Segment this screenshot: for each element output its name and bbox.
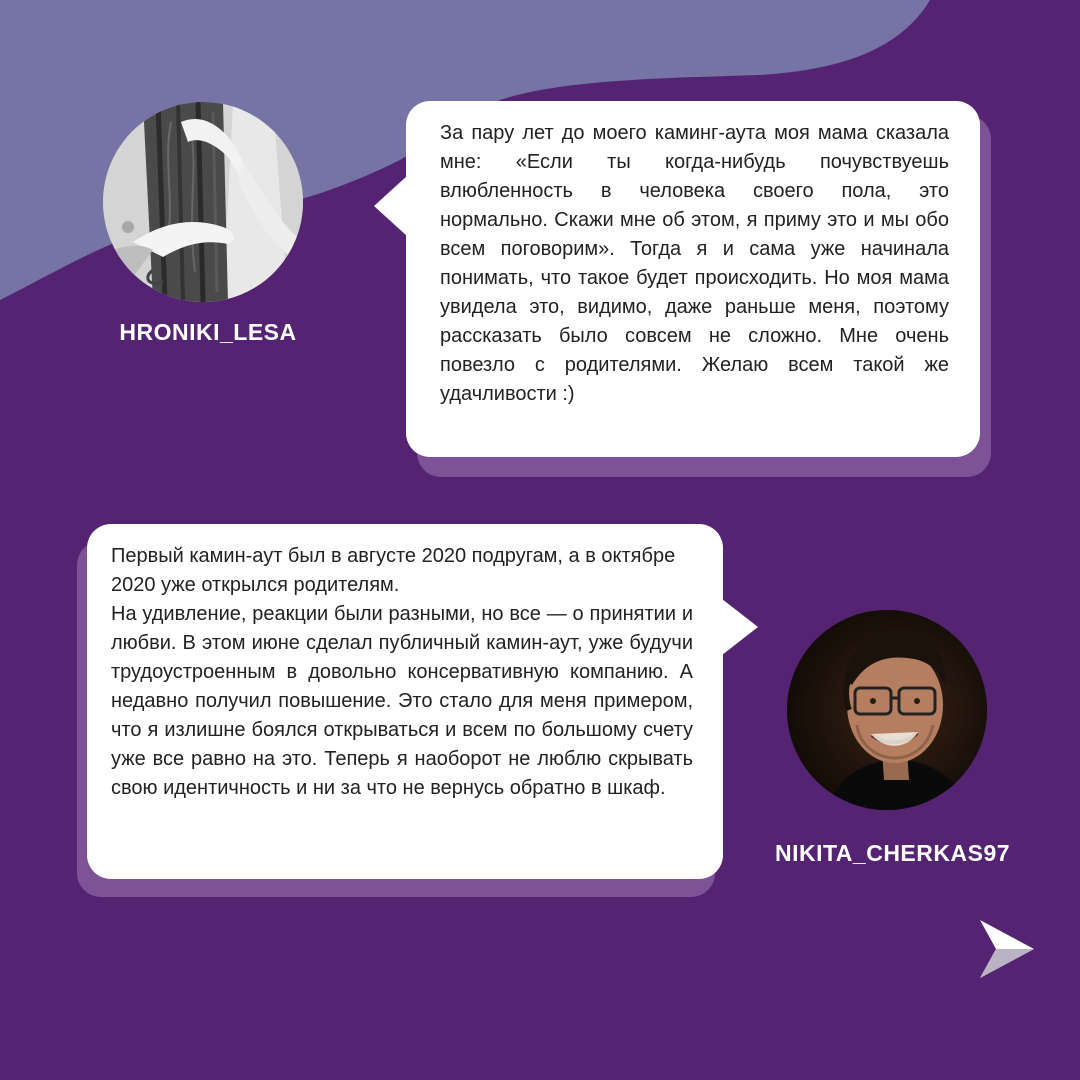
testimonial-paragraph: На удивление, реакции были разными, но все — о принятии и любви. В этом июне сделал публичный камин-аут, уже будучи трудоустроенным в довольно консервативную компанию. А недавно получил повышение. Это стало для меня примером, что я излишне боялся открываться и всем по большому счету уже все равно на это. Теперь я наоборот не люблю скрывать свою идентичность и ни за что не вернусь обратно в шкаф. [111, 603, 693, 799]
testimonial-text: За пару лет до моего каминг-аута моя мама сказала мне: «Если ты когда-нибудь почувствуешь влюбленность в человека своего пола, это нормально. Скажи мне об этом, я приму это и мы обо всем поговорим». Тогда я и сама уже начинала понимать, что такое будет происходить. Но моя мама увидела это, видимо, даже раньше меня, поэтому рассказать было совсем не сложно. Мне очень повезло с родителями. Желаю всем такой же удачливости :) [440, 122, 949, 405]
avatar-nikita-cherkas97 [787, 610, 987, 810]
avatar-hroniki-lesa [103, 102, 303, 302]
bubble-tail [722, 599, 758, 655]
testimonial-text [111, 542, 693, 803]
testimonial-paragraph: Первый камин-аут был в августе 2020 подругам, а в октябре 2020 уже открылся родителям. [111, 545, 676, 596]
man-glasses-photo-icon [787, 610, 987, 810]
testimonial-bubble-hroniki-lesa [406, 101, 980, 457]
username-hroniki-lesa: HRONIKI_LESA [119, 319, 297, 345]
testimonial-bubble-nikita-cherkas97 [87, 524, 723, 879]
username-nikita-cherkas97: NIKITA_CHERKAS97 [774, 840, 1011, 866]
bubble-tail [374, 176, 407, 236]
tree-hug-photo-icon [103, 102, 303, 302]
next-slide-button[interactable] [978, 918, 1036, 980]
arrow-right-icon [978, 918, 1036, 980]
